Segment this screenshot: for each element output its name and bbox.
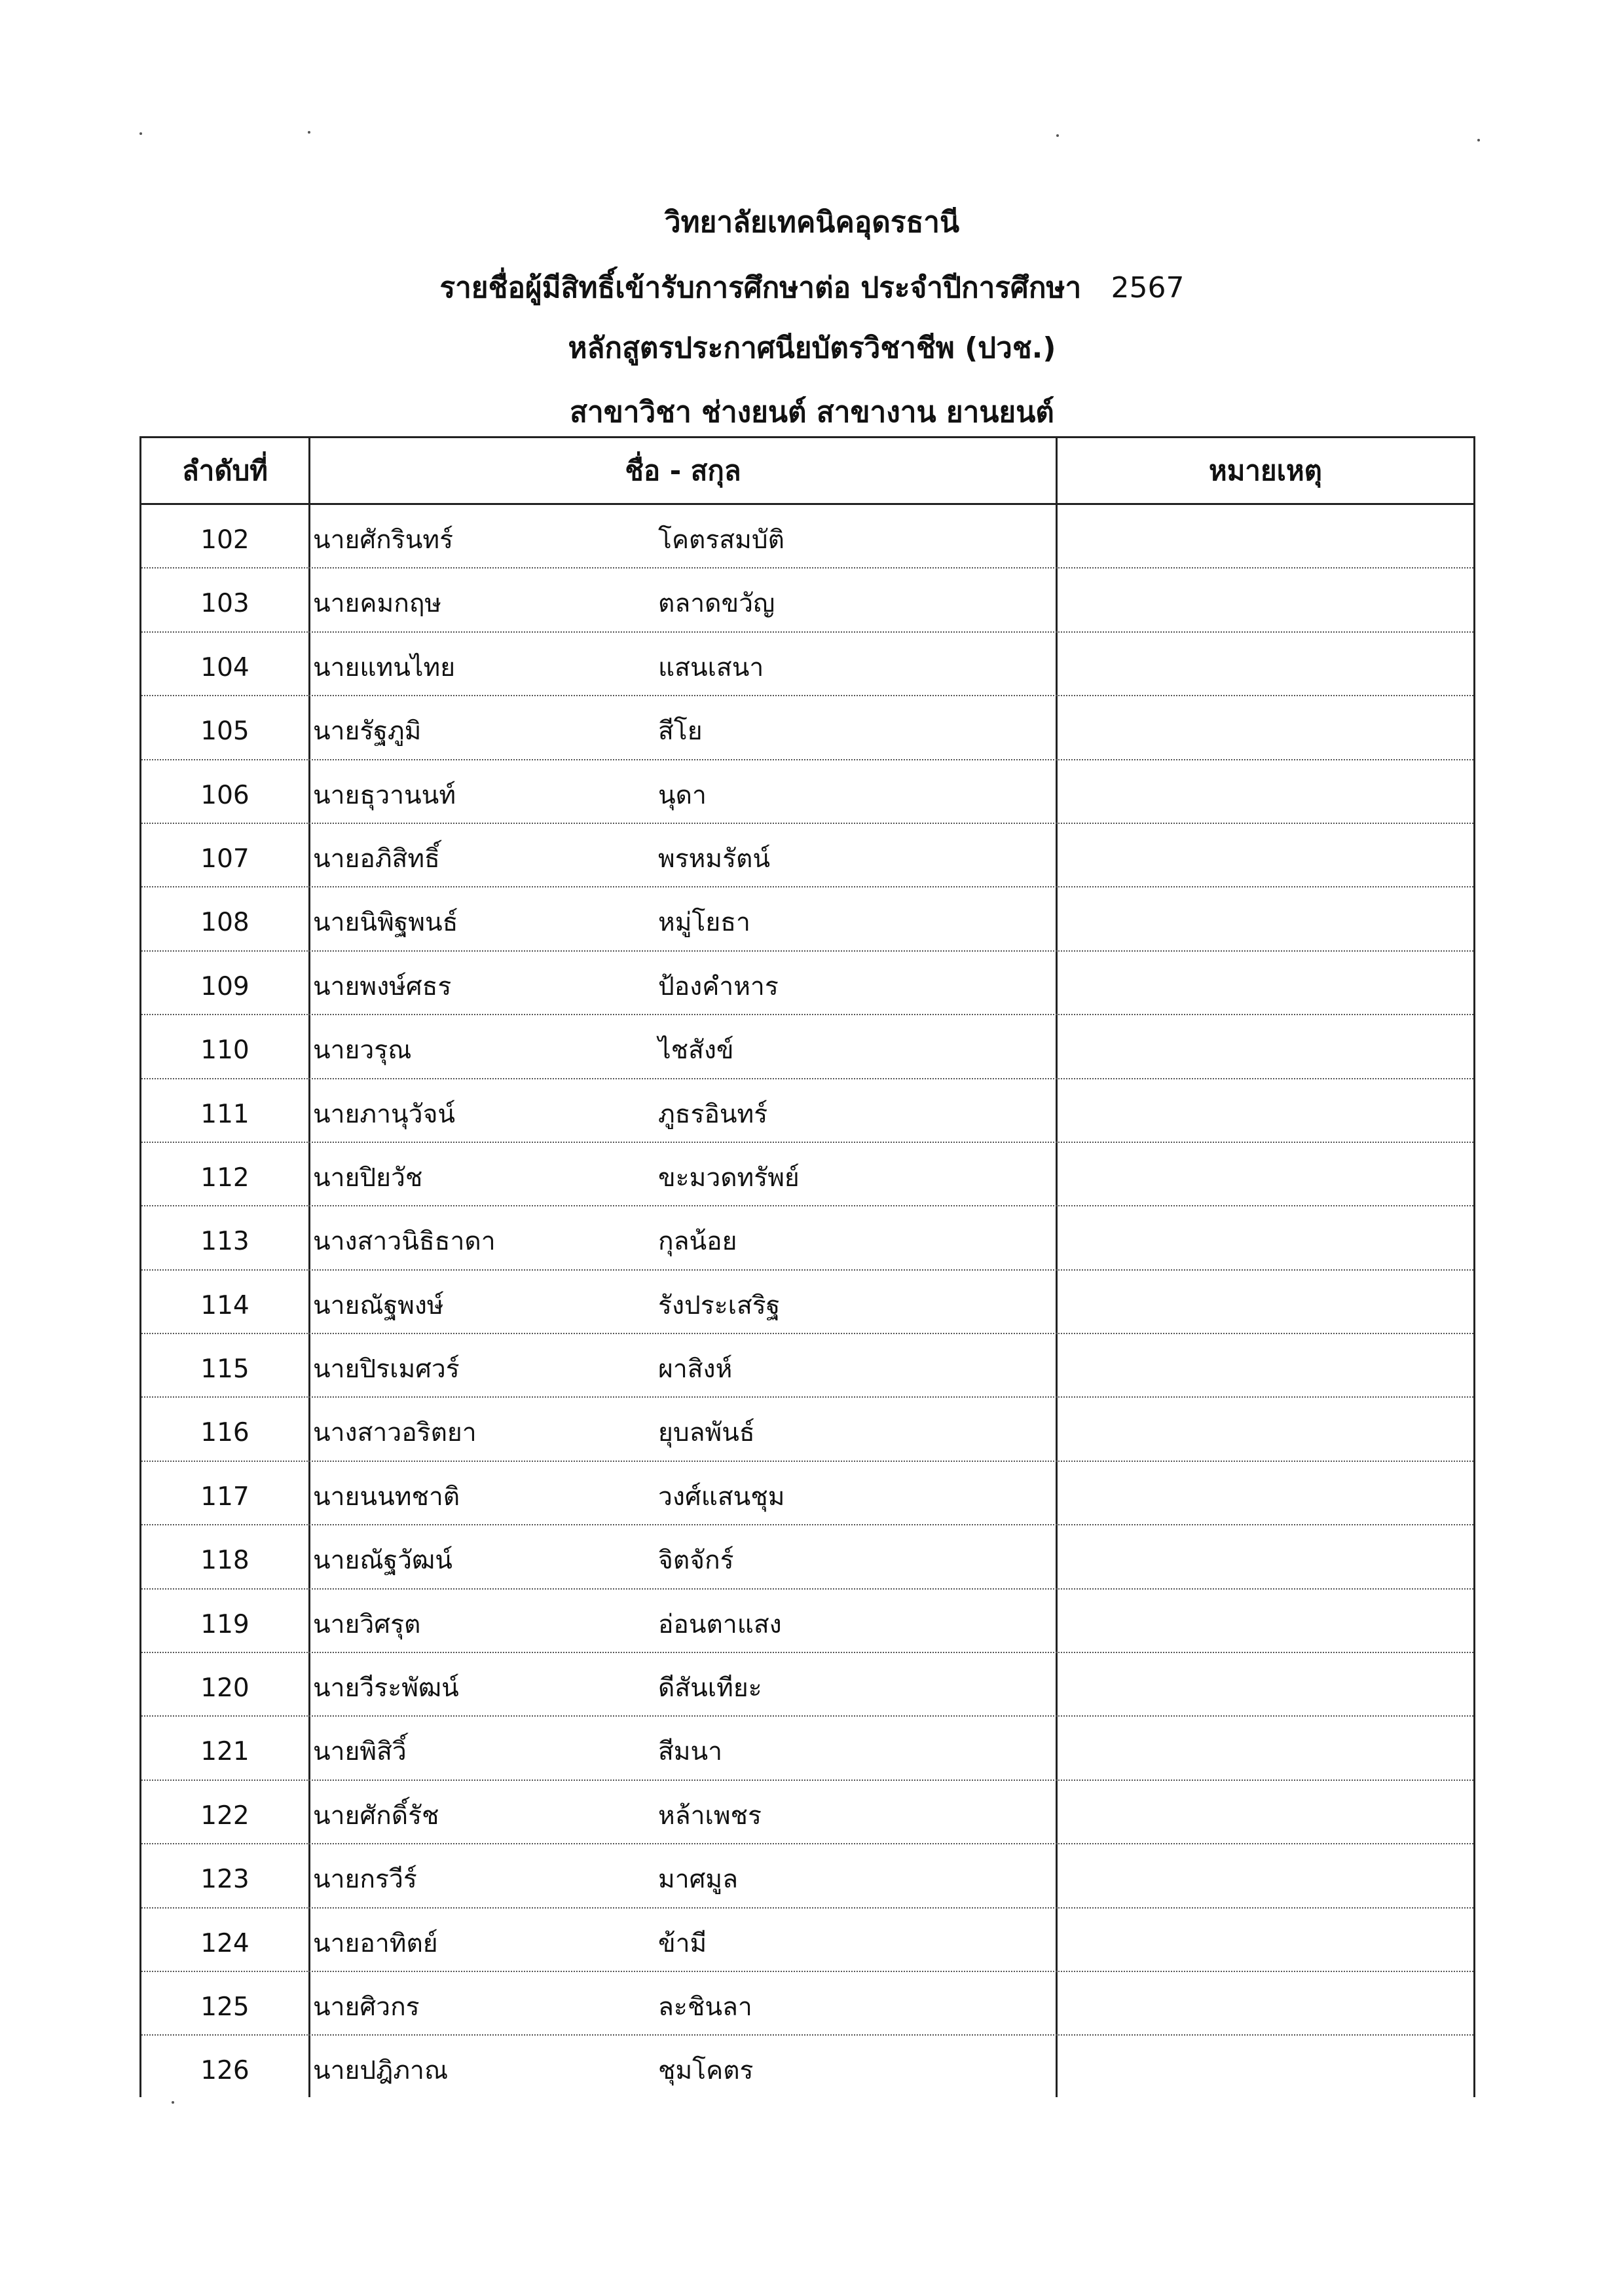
row-number: 124 [200, 1928, 249, 1958]
last-name: โคตรสมบัติ [658, 525, 784, 555]
row-number: 119 [200, 1609, 249, 1639]
first-name: นายกรวีร์ [313, 1865, 417, 1895]
last-name: ไชสังข์ [658, 1035, 734, 1066]
last-name: รังประเสริฐ [658, 1290, 781, 1320]
table-row [141, 2036, 1473, 2099]
first-name: นายวีระพัฒน์ [313, 1673, 459, 1704]
first-name: นายศักดิ์รัช [313, 1800, 439, 1831]
scan-speck [139, 132, 142, 135]
last-name: ชุมโคตร [658, 2056, 754, 2086]
first-name: นายณัฐวัฒน์ [313, 1546, 452, 1576]
row-number: 112 [200, 1163, 249, 1193]
row-number: 105 [200, 717, 249, 747]
row-number: 117 [200, 1482, 249, 1512]
last-name: กุลน้อย [658, 1227, 737, 1257]
table-row [141, 1972, 1473, 2036]
first-name: นายวรุณ [313, 1035, 412, 1066]
row-number: 116 [200, 1418, 249, 1448]
first-name: นายปฎิภาณ [313, 2056, 449, 2086]
last-name: พรหมรัตน์ [658, 844, 771, 874]
row-number: 109 [200, 971, 249, 1001]
table-row [141, 1590, 1473, 1653]
last-name: สีมนา [658, 1737, 723, 1767]
row-number: 103 [200, 589, 249, 619]
row-number: 106 [200, 780, 249, 810]
row-number: 107 [200, 844, 249, 874]
field-title: สาขาวิชา ช่างยนต์ สาขางาน ยานยนต์ [570, 396, 1054, 429]
table-row [141, 1015, 1473, 1079]
last-name: หล้าเพชร [658, 1800, 762, 1831]
table-row [141, 1271, 1473, 1334]
first-name: นายนนทชาติ [313, 1482, 460, 1512]
last-name: ภูธรอินทร์ [658, 1099, 768, 1129]
scan-speck [1056, 134, 1059, 137]
last-name: นุดา [658, 780, 707, 810]
first-name: นายรัฐภูมิ [313, 717, 422, 747]
last-name: ผาสิงห์ [658, 1354, 733, 1385]
last-name: ขะมวดทรัพย์ [658, 1163, 800, 1193]
row-number: 115 [200, 1354, 249, 1385]
first-name: นายปิยวัช [313, 1163, 423, 1193]
table-row [141, 633, 1473, 696]
scan-speck [308, 131, 310, 134]
admission-table [139, 436, 1475, 2097]
table-row [141, 1143, 1473, 1206]
list-title [0, 269, 1624, 308]
row-number: 110 [200, 1035, 249, 1066]
table-row [141, 1844, 1473, 1908]
first-name: นายอาทิตย์ [313, 1928, 438, 1958]
table-row [141, 1525, 1473, 1589]
table-row [141, 1653, 1473, 1717]
first-name: นายภานุวัจน์ [313, 1099, 456, 1129]
table-row [141, 568, 1473, 632]
row-number: 125 [200, 1992, 249, 2022]
row-number: 108 [200, 908, 249, 938]
program-title: หลักสูตรประกาศนียบัตรวิชาชีพ (ปวช.) [568, 331, 1056, 365]
table-row [141, 760, 1473, 824]
academic-year: 2567 [1111, 271, 1185, 305]
column-header-number: ลำดับที่ [182, 455, 268, 487]
row-number: 118 [200, 1546, 249, 1576]
last-name: มาศมูล [658, 1865, 738, 1895]
last-name: อ่อนตาแสง [658, 1609, 782, 1639]
first-name: นางสาวนิธิธาดา [313, 1227, 496, 1257]
table-row [141, 1079, 1473, 1143]
row-number: 111 [200, 1099, 249, 1129]
first-name: นายพงษ์ศธร [313, 971, 452, 1001]
column-header-remark: หมายเหตุ [1209, 455, 1322, 487]
table-row [141, 696, 1473, 760]
first-name: นางสาวอริตยา [313, 1418, 477, 1448]
table-row [141, 1717, 1473, 1780]
first-name: นายคมกฤษ [313, 589, 442, 619]
table-body [141, 505, 1473, 2100]
first-name: นายนิพิฐพนธ์ [313, 908, 458, 938]
first-name: นายแทนไทย [313, 652, 456, 682]
last-name: ตลาดขวัญ [658, 589, 775, 619]
table-row [141, 1462, 1473, 1525]
last-name: วงศ์แสนชุม [658, 1482, 785, 1512]
row-number: 120 [200, 1673, 249, 1704]
row-number: 121 [200, 1737, 249, 1767]
institution-name: วิทยาลัยเทคนิคอุดรธานี [664, 206, 960, 239]
table-row [141, 1398, 1473, 1461]
last-name: ป้องคำหาร [658, 971, 779, 1001]
row-number: 104 [200, 652, 249, 682]
row-number: 122 [200, 1800, 249, 1831]
last-name: ข้ามี [658, 1928, 707, 1958]
table-row [141, 1334, 1473, 1398]
scan-speck [172, 2101, 174, 2104]
row-number: 102 [200, 525, 249, 555]
first-name: นายธุวานนท์ [313, 780, 456, 810]
row-number: 123 [200, 1865, 249, 1895]
row-number: 126 [200, 2056, 249, 2086]
last-name: ยุบลพันธ์ [658, 1418, 755, 1448]
table-header [141, 438, 1473, 505]
first-name: นายวิศรุต [313, 1609, 421, 1639]
table-row [141, 1206, 1473, 1270]
table-row [141, 824, 1473, 887]
last-name: ละชินลา [658, 1992, 752, 2022]
last-name: สีโย [658, 717, 703, 747]
last-name: แสนเสนา [658, 652, 764, 682]
last-name: ดีสันเทียะ [658, 1673, 762, 1704]
first-name: นายพิสิวิ์ [313, 1737, 407, 1767]
first-name: นายณัฐพงษ์ [313, 1290, 444, 1320]
table-row [141, 505, 1473, 568]
table-row [141, 1781, 1473, 1844]
column-header-name: ชื่อ - สกุล [625, 455, 741, 487]
last-name: จิตจักร์ [658, 1546, 734, 1576]
table-row [141, 1909, 1473, 1972]
scan-speck [1477, 139, 1480, 141]
row-number: 113 [200, 1227, 249, 1257]
row-number: 114 [200, 1290, 249, 1320]
first-name: นายศิวกร [313, 1992, 420, 2022]
table-row [141, 887, 1473, 951]
first-name: นายอภิสิทธิ์ [313, 844, 440, 874]
first-name: นายศักรินทร์ [313, 525, 454, 555]
last-name: หมู่โยธา [658, 908, 750, 938]
list-title-text: รายชื่อผู้มีสิทธิ์เข้ารับการศึกษาต่อ ประจำปีการศึกษา [439, 271, 1082, 305]
first-name: นายปิรเมศวร์ [313, 1354, 460, 1385]
table-row [141, 952, 1473, 1015]
